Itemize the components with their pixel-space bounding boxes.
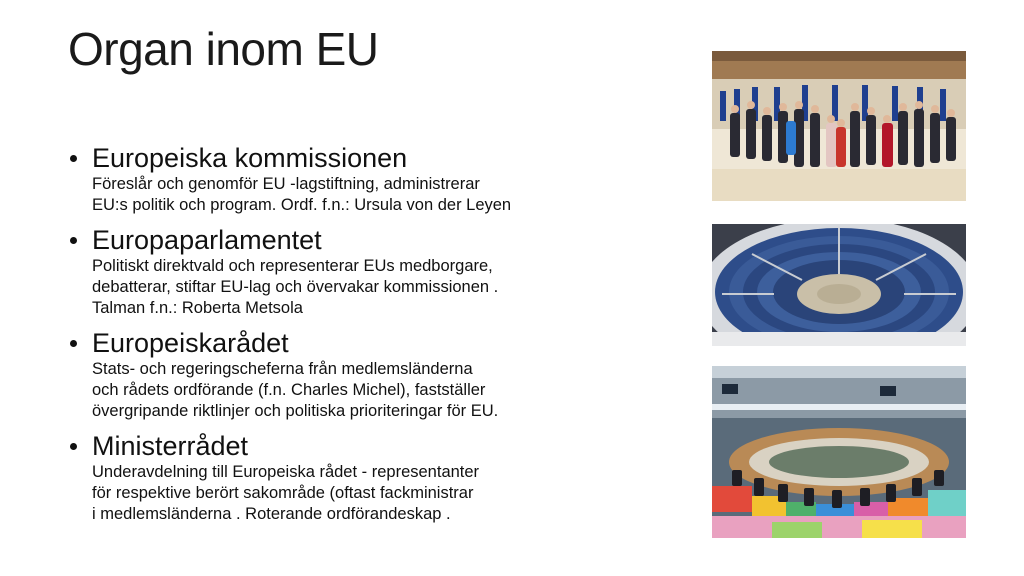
bullet-dot-icon — [70, 340, 77, 347]
bullet-text-line: Talman f.n.: Roberta Metsola — [92, 299, 303, 317]
bullet-text-line: Föreslår och genomför EU -lagstiftning, administrerar — [92, 175, 480, 193]
bullet-heading: Europeiskarådet — [92, 328, 289, 358]
bullet-council-of-ministers — [68, 430, 678, 525]
parliament-hemicycle-photo — [712, 224, 966, 346]
bullet-text-line: i medlemsländerna . Roterande ordförandeskap . — [92, 505, 451, 523]
bullet-text-line: Underavdelning till Europeiska rådet - representanter — [92, 463, 480, 481]
bullet-text-line: och rådets ordförande (f.n. Charles Michel), fastställer — [92, 381, 486, 399]
bullet-commission — [68, 142, 678, 216]
bullet-text-line: Stats- och regeringscheferna från medlemsländerna — [92, 360, 473, 378]
bullet-text-line: debatterar, stiftar EU-lag och övervakar kommissionen . — [92, 278, 499, 296]
bullet-heading: Europeiska kommissionen — [92, 143, 408, 173]
bullet-heading: Ministerrådet — [92, 431, 249, 461]
council-meeting-room-photo — [712, 366, 966, 538]
bullet-dot-icon — [70, 443, 77, 450]
bullet-heading: Europaparlamentet — [92, 225, 322, 255]
bullet-text-line: för respektive berört sakområde (oftast fackministrar — [92, 484, 474, 502]
bullet-dot-icon — [70, 237, 77, 244]
bullet-dot-icon — [70, 155, 77, 162]
bullet-list — [68, 142, 678, 533]
bullet-text-line: Politiskt direktvald och representerar EUs medborgare, — [92, 257, 493, 275]
slide-title: Organ inom EU — [68, 23, 379, 75]
commission-group-photo — [712, 51, 966, 201]
bullet-text-line: övergripande riktlinjer och politiska prioriteringar för EU. — [92, 402, 499, 420]
bullet-european-council — [68, 327, 678, 422]
bullet-text-line: EU:s politik och program. Ordf. f.n.: Ursula von der Leyen — [92, 196, 512, 214]
bullet-parliament — [68, 224, 678, 319]
